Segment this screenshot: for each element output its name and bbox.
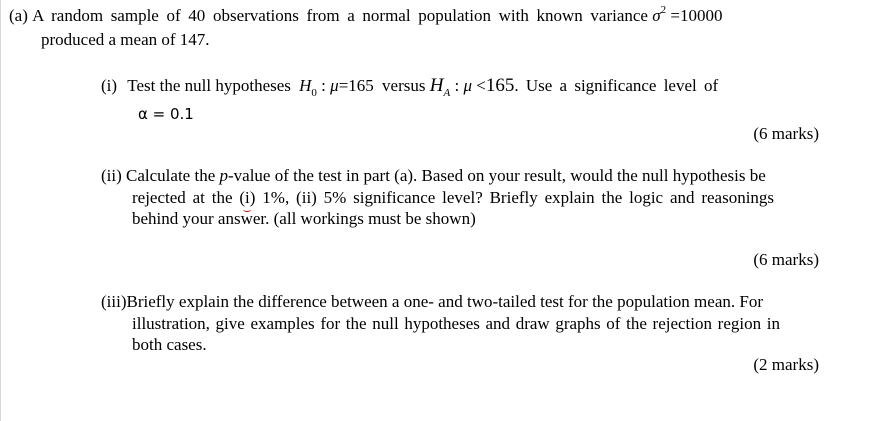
- h0-symbol: H: [299, 76, 312, 95]
- q3-label: (iii): [101, 292, 127, 311]
- q2-line-1: [101, 166, 766, 186]
- q2-text-3: behind your answer. (all workings must be shown): [132, 209, 476, 228]
- part-a-line-2: [41, 30, 210, 50]
- q1-label: (i): [101, 76, 118, 95]
- sigma-symbol: σ: [652, 6, 661, 25]
- h0-subscript: 0: [311, 87, 317, 99]
- h0-colon: :: [321, 76, 326, 95]
- ha-value: 165: [485, 75, 515, 96]
- q2-line-2: [132, 188, 774, 208]
- q3-text-1: Briefly explain the difference between a one- and two-tailed test for the population mean. For: [126, 292, 763, 311]
- part-a-text-2: produced a mean of 147.: [41, 30, 210, 49]
- q3-line-1: [101, 292, 763, 312]
- h0-mu: μ: [330, 76, 339, 95]
- sigma-exponent: 2: [660, 4, 667, 16]
- q2-text-2a: rejected at the (: [132, 188, 246, 207]
- alpha-value: α = 0.1: [138, 105, 194, 123]
- q2-text-2b: ) 1%, (ii) 5% significance level? Briefly explain the logic and reasonings: [249, 188, 775, 207]
- q1-marks: (6 marks): [753, 124, 819, 143]
- ha-mu: μ: [463, 76, 472, 95]
- q3-text-2: illustration, give examples for the null hypotheses and draw graphs of the rejection region in: [132, 314, 780, 333]
- ha-lt: <: [476, 76, 486, 95]
- p-symbol: p: [219, 166, 228, 185]
- ha-subscript: A: [443, 87, 451, 99]
- q2-marks: (6 marks): [753, 250, 819, 269]
- ha-symbol: H: [429, 75, 444, 96]
- h0-value: =165: [338, 76, 374, 95]
- q2-text-1a: Calculate the: [126, 166, 216, 185]
- q1-text-2: . Use a significance level of: [514, 76, 719, 95]
- q2-line-3: [132, 209, 476, 229]
- q3-marks: (2 marks): [753, 355, 819, 374]
- part-a-text: A random sample of 40 observations from a normal population with known variance: [32, 6, 648, 25]
- part-a-label: (a): [9, 6, 28, 25]
- ha-colon: :: [454, 76, 460, 95]
- q3-line-2: [132, 314, 780, 334]
- versus-word: versus: [382, 76, 426, 95]
- q2-i-letter: i: [245, 188, 250, 207]
- q2-text-1b: -value of the test in part (a). Based on your result, would the null hypothesis be: [228, 166, 766, 185]
- q2-label: (ii): [101, 166, 122, 185]
- q1-line-1: [101, 76, 718, 98]
- part-a-line-1: [9, 6, 722, 28]
- q3-text-3: both cases.: [132, 335, 207, 354]
- q3-line-3: [132, 335, 207, 355]
- q1-text-1: Test the null hypotheses: [127, 76, 291, 95]
- alpha-line: [138, 104, 194, 124]
- variance-value: =10000: [670, 6, 723, 25]
